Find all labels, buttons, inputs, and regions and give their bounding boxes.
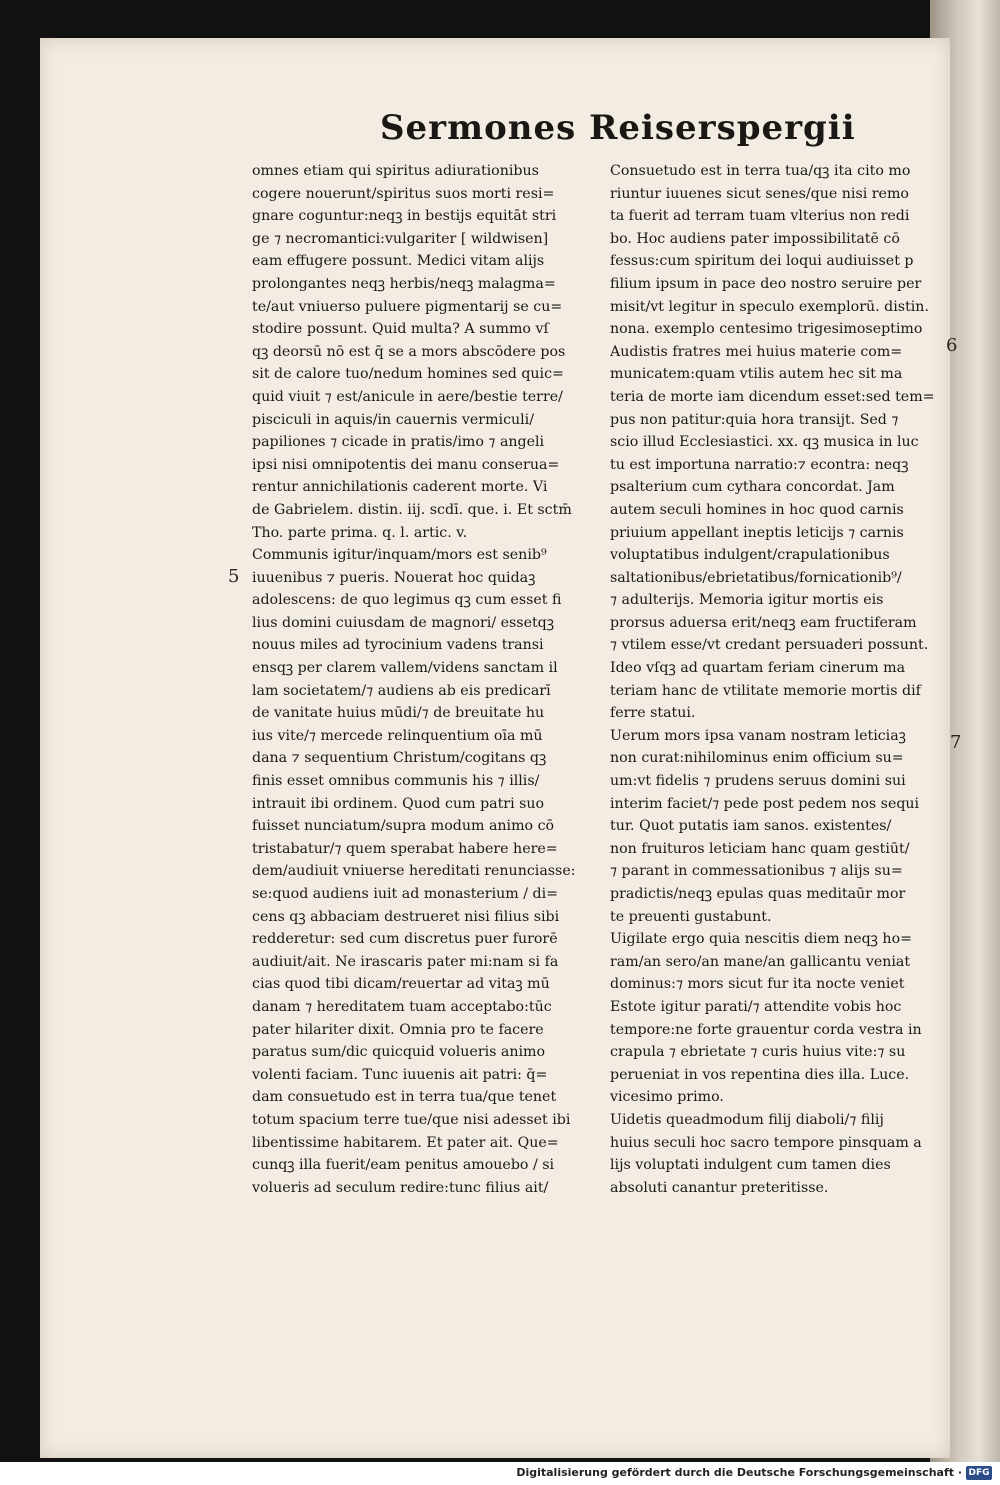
text-line: ram/an sero/an mane/an gallicantu veniat [610, 953, 911, 970]
text-line: ⁊ parant in commessationibus ⁊ alijs su= [610, 863, 903, 880]
text-line: fessus:cum spiritum dei loqui audiuisset p [610, 253, 914, 270]
text-line: nouus miles ad tyrocinium vadens transi [252, 637, 544, 654]
text-line: cunqꝫ illa fuerit/eam penitus amouebo / si [252, 1157, 555, 1174]
text-line: ius vite/⁊ mercede relinquentium oīa mū [252, 727, 543, 744]
text-line: lius domini cuiusdam de magnori/ essetqꝫ [252, 614, 555, 631]
text-line: Communis igitur/inquam/mors est senib⁹ [252, 547, 547, 564]
text-line: lijs voluptati indulgent cum tamen dies [610, 1157, 891, 1174]
text-line: perueniat in vos repentina dies illa. Luce. [610, 1066, 910, 1083]
text-line: de vanitate huius mūdi/⁊ de breuitate hu [252, 705, 545, 722]
text-line: te/aut vniuerso puluere pigmentarij se cu= [252, 298, 563, 315]
text-line: omnes etiam qui spiritus adiurationibus [252, 163, 539, 179]
text-line: totum spacium terre tue/que nisi adesset ibi [252, 1111, 571, 1128]
text-line: se:quod audiens iuit ad monasterium / di= [252, 886, 559, 902]
text-line: cogere nouerunt/spiritus suos morti resi= [252, 185, 555, 202]
text-line: nona. exemplo centesimo trigesimoseptimo [610, 321, 923, 338]
text-line: paratus sum/dic quicquid volueris animo [252, 1044, 546, 1061]
text-line: ge ⁊ necromantici:vulgariter [ wildwisen] [252, 230, 549, 247]
text-line: ensqꝫ per clarem vallem/videns sanctam il [252, 660, 558, 677]
text-line: scio illud Ecclesiastici. xx. qꝫ musica in luc [610, 434, 919, 451]
text-line: cias quod tibi dicam/reuertar ad vitaꝫ mū [252, 976, 550, 993]
text-line: Ideo vſqꝫ ad quartam feriam cinerum ma [610, 660, 906, 677]
text-line: bo. Hoc audiens pater impossibilitatē cō [610, 230, 900, 247]
text-line: interim faciet/⁊ pede post pedem nos sequi [610, 795, 920, 812]
text-line: Uigilate ergo quia nescitis diem neqꝫ ho= [610, 931, 913, 948]
footer-credit: Digitalisierung gefördert durch die Deutsche Forschungsgemeinschaft · [516, 1466, 962, 1479]
text-line: finis esset omnibus communis his ⁊ illis/ [252, 773, 540, 790]
running-head: Sermones Reiserspergii [380, 108, 856, 148]
text-line: tur. Quot putatis iam sanos. existentes/ [610, 818, 892, 835]
text-line: tempore:ne forte grauentur corda vestra in [610, 1021, 922, 1038]
text-line: filium ipsum in pace deo nostro seruire per [610, 275, 922, 292]
text-line: Estote igitur parati/⁊ attendite vobis hoc [610, 998, 902, 1015]
text-line: Uerum mors ipsa vanam nostram leticiaꝫ [610, 727, 906, 744]
text-line: pisciculi in aquis/in cauernis vermiculi/ [252, 411, 535, 428]
text-line: pater hilariter dixit. Omnia pro te facere [252, 1021, 544, 1038]
text-line: vicesimo primo. [610, 1089, 724, 1106]
text-line: de Gabrielem. distin. iij. scdī. que. i. Et sctm̄ [252, 501, 572, 518]
text-line: libentissime habitarem. Et pater ait. Que= [252, 1134, 559, 1151]
text-line: audiuit/ait. Ne irascaris pater mi:nam si fa [252, 953, 559, 970]
text-line: teriam hanc de vtilitate memorie mortis dif [610, 682, 921, 699]
text-line: cens qꝫ abbaciam destrueret nisi filius sibi [252, 908, 560, 925]
text-line: ferre statui. [610, 705, 696, 722]
text-line: intrauit ibi ordinem. Quod cum patri suo [252, 795, 545, 812]
text-line: saltationibus/ebrietatibus/fornicationib⁹/ [610, 569, 902, 586]
text-line: misit/vt legitur in speculo exemplorū. distin. [610, 298, 929, 315]
text-line: qꝫ deorsū nō est q̄ se a mors abscōdere pos [252, 343, 566, 360]
text-line: ta fuerit ad terram tuam vlterius non redi [610, 208, 910, 225]
text-line: riuntur iuuenes sicut senes/que nisi remo [610, 185, 909, 202]
right-text-column [610, 160, 950, 1199]
text-line: rentur annichilationis caderent morte. Vi [252, 479, 548, 496]
dfg-logo: DFG [966, 1466, 992, 1480]
text-line: non curat:nihilominus enim officium su= [610, 750, 904, 767]
text-line: prolongantes neqꝫ herbis/neqꝫ malagma= [252, 275, 556, 292]
text-line: priuium appellant ineptis leticijs ⁊ carnis [610, 524, 904, 541]
text-line: stodire possunt. Quid multa? A summo vſ [252, 321, 549, 338]
text-line: sit de calore tuo/nedum homines sed quic= [252, 366, 564, 383]
footer-bar [0, 1462, 1000, 1485]
text-line: eam effugere possunt. Medici vitam alijs [252, 253, 545, 270]
text-line: tristabatur/⁊ quem sperabat habere here= [252, 840, 558, 857]
text-line: crapula ⁊ ebrietate ⁊ curis huius vite:⁊ su [610, 1044, 906, 1061]
text-line: Uidetis queadmodum filij diaboli/⁊ filij [610, 1111, 884, 1128]
text-line: lam societatem/⁊ audiens ab eis predicarī [252, 682, 551, 699]
text-line: volueris ad seculum redire:tunc filius ait/ [252, 1179, 549, 1196]
text-line: adolescens: de quo legimus qꝫ cum esset fi [252, 592, 562, 609]
text-line: Tho. parte prima. q. l. artic. v. [252, 524, 468, 541]
text-line: teria de morte iam dicendum esset:sed tem= [610, 388, 935, 405]
text-line: papiliones ⁊ cicade in pratis/imo ⁊ angeli [252, 434, 545, 451]
text-line: danam ⁊ hereditatem tuam acceptabo:tūc [252, 998, 552, 1015]
text-line: voluptatibus indulgent/crapulationibus [610, 547, 890, 564]
text-line: prorsus aduersa erit/neqꝫ eam fructiferam [610, 614, 917, 631]
text-line: Consuetudo est in terra tua/qꝫ ita cito mo [610, 163, 911, 179]
text-line: pradictis/neqꝫ epulas quas meditaūr mor [610, 886, 906, 902]
text-line: iuuenibus ⁊ pueris. Nouerat hoc quidaꝫ [252, 569, 536, 586]
text-line: non fruituros leticiam hanc quam gestiūt/ [610, 840, 910, 857]
text-line: volenti faciam. Tunc iuuenis ait patri: q̄= [252, 1066, 548, 1083]
text-line: quid viuit ⁊ est/anicule in aere/bestie terre/ [252, 388, 563, 405]
text-line: redderetur: sed cum discretus puer furorē [252, 931, 558, 948]
text-line: tu est importuna narratio:⁊ econtra: neqꝫ [610, 456, 909, 473]
margin-note-5: 5 [228, 566, 240, 587]
text-line: ipsi nisi omnipotentis dei manu conserua= [252, 456, 560, 473]
margin-note-6: 6 [946, 335, 958, 356]
text-line: municatem:quam vtilis autem hec sit ma [610, 366, 903, 383]
text-line: ⁊ vtilem esse/vt credant persuaderi possunt. [610, 637, 929, 654]
text-line: dana ⁊ sequentium Christum/cogitans qꝫ [252, 750, 547, 767]
text-line: dominus:⁊ mors sicut fur ita nocte veniet [610, 976, 905, 993]
text-line: pus non patitur:quia hora transijt. Sed ⁊ [610, 411, 899, 428]
text-line: gnare coguntur:neqꝫ in bestijs equitāt stri [252, 208, 557, 225]
text-line: huius seculi hoc sacro tempore pinsquam a [610, 1134, 922, 1151]
text-line: dem/audiuit vniuerse hereditati renunciasse: [252, 863, 576, 880]
text-line: ⁊ adulterijs. Memoria igitur mortis eis [610, 592, 884, 609]
text-line: dam consuetudo est in terra tua/que tenet [252, 1089, 557, 1106]
text-line: fuisset nunciatum/supra modum animo cō [252, 818, 555, 835]
text-line: Audistis fratres mei huius materie com= [610, 343, 903, 360]
text-line: te preuenti gustabunt. [610, 908, 772, 925]
text-line: psalterium cum cythara concordat. Jam [610, 479, 895, 496]
left-text-column [252, 160, 597, 1199]
text-line: um:vt fidelis ⁊ prudens seruus domini sui [610, 773, 906, 790]
text-line: absoluti canantur preteritisse. [610, 1179, 829, 1196]
margin-note-7: 7 [950, 732, 962, 753]
text-line: autem seculi homines in hoc quod carnis [610, 501, 904, 518]
